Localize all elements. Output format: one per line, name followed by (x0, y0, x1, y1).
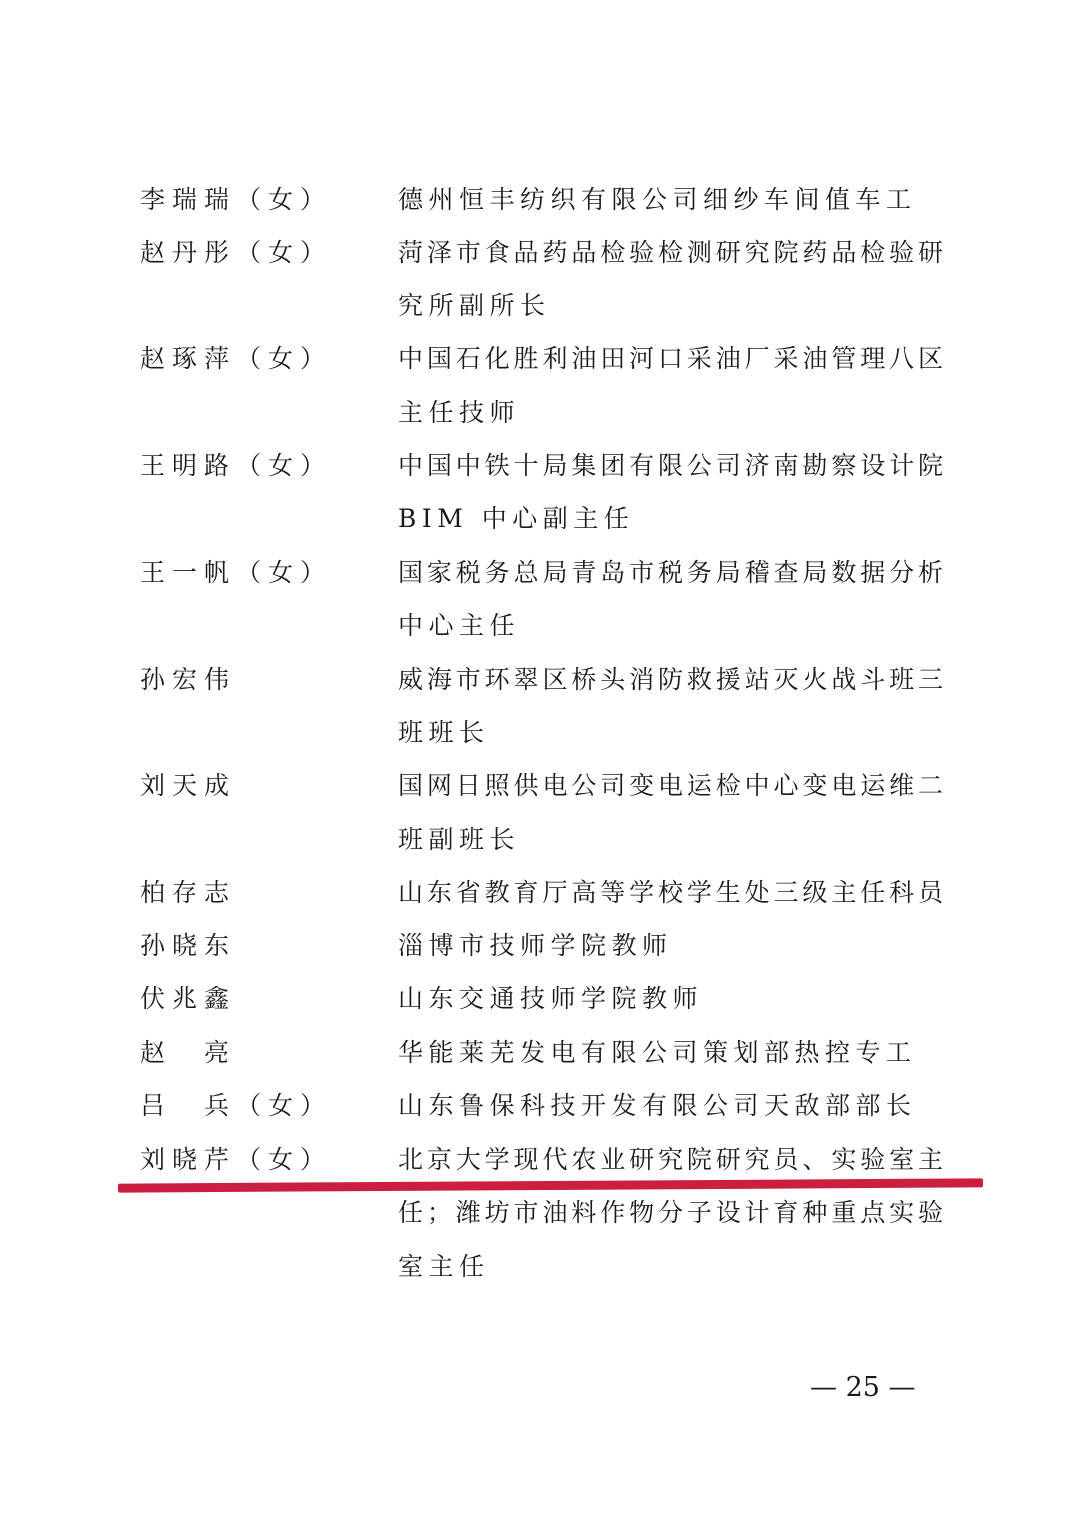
list-entry (0, 173, 1080, 226)
list-entry-continuation (0, 813, 1080, 866)
entry-title-line: 国家税务总局青岛市税务局稽查局数据分析 (398, 558, 943, 587)
page-number: — 25 — (810, 1372, 916, 1403)
person-name: 孙晓东 (140, 931, 237, 960)
person-name: 赵丹彤（女） (140, 238, 333, 267)
entry-title-line: 德州恒丰纺织有限公司细纱车间值车工 (398, 185, 917, 214)
list-entry-continuation (0, 492, 1080, 545)
list-entry (0, 919, 1080, 972)
entry-title-line: 班班长 (398, 718, 490, 747)
entry-title-line: 华能莱芜发电有限公司策划部热控专工 (398, 1038, 917, 1067)
list-entry (0, 546, 1080, 599)
entry-title-line: 班副班长 (398, 825, 521, 854)
entry-title-line: 中心主任 (398, 611, 521, 640)
list-entry (0, 866, 1080, 919)
entry-title-line: BIM 中心副主任 (398, 504, 635, 533)
person-name: 伏兆鑫 (140, 984, 237, 1013)
list-entry (0, 759, 1080, 812)
entry-title-line: 北京大学现代农业研究院研究员、实验室主 (398, 1145, 943, 1174)
person-name: 王明路（女） (140, 451, 333, 480)
entry-title-line: 菏泽市食品药品检验检测研究院药品检验研 (398, 238, 943, 267)
list-entry (0, 1079, 1080, 1132)
entry-title-line: 山东省教育厅高等学校学生处三级主任科员 (398, 878, 943, 907)
list-entry-continuation (0, 599, 1080, 652)
entry-title-line: 淄博市技师学院教师 (398, 931, 673, 960)
person-name: 赵 亮 (140, 1038, 237, 1067)
list-entry (0, 332, 1080, 385)
entry-title-line: 中国中铁十局集团有限公司济南勘察设计院 (398, 451, 943, 480)
entry-title-line: 主任技师 (398, 398, 521, 427)
person-name: 吕 兵（女） (140, 1091, 333, 1120)
list-entry (0, 439, 1080, 492)
person-name: 李瑞瑞（女） (140, 185, 333, 214)
entry-title-line: 室主任 (398, 1252, 490, 1281)
entry-title-line: 中国石化胜利油田河口采油厂采油管理八区 (398, 344, 943, 373)
entry-title-line: 任；潍坊市油料作物分子设计育种重点实验 (398, 1198, 943, 1227)
list-entry-continuation (0, 386, 1080, 439)
list-entry-continuation (0, 279, 1080, 332)
person-name: 刘天成 (140, 771, 237, 800)
list-entry (0, 226, 1080, 279)
list-entry-continuation (0, 1240, 1080, 1293)
entry-title-line: 山东交通技师学院教师 (398, 984, 704, 1013)
list-entry-continuation (0, 706, 1080, 759)
entry-title-line: 究所副所长 (398, 291, 551, 320)
person-name: 刘晓芹（女） (140, 1145, 333, 1174)
list-entry (0, 653, 1080, 706)
person-name: 柏存志 (140, 878, 237, 907)
person-name: 王一帆（女） (140, 558, 333, 587)
person-name: 赵琢萍（女） (140, 344, 333, 373)
list-entry-continuation (0, 1186, 1080, 1239)
list-entry (0, 1026, 1080, 1079)
entry-title-line: 国网日照供电公司变电运检中心变电运维二 (398, 771, 943, 800)
entry-title-line: 山东鲁保科技开发有限公司天敌部部长 (398, 1091, 917, 1120)
person-name: 孙宏伟 (140, 665, 237, 694)
entry-title-line: 威海市环翠区桥头消防救援站灭火战斗班三 (398, 665, 943, 694)
list-entry (0, 972, 1080, 1025)
